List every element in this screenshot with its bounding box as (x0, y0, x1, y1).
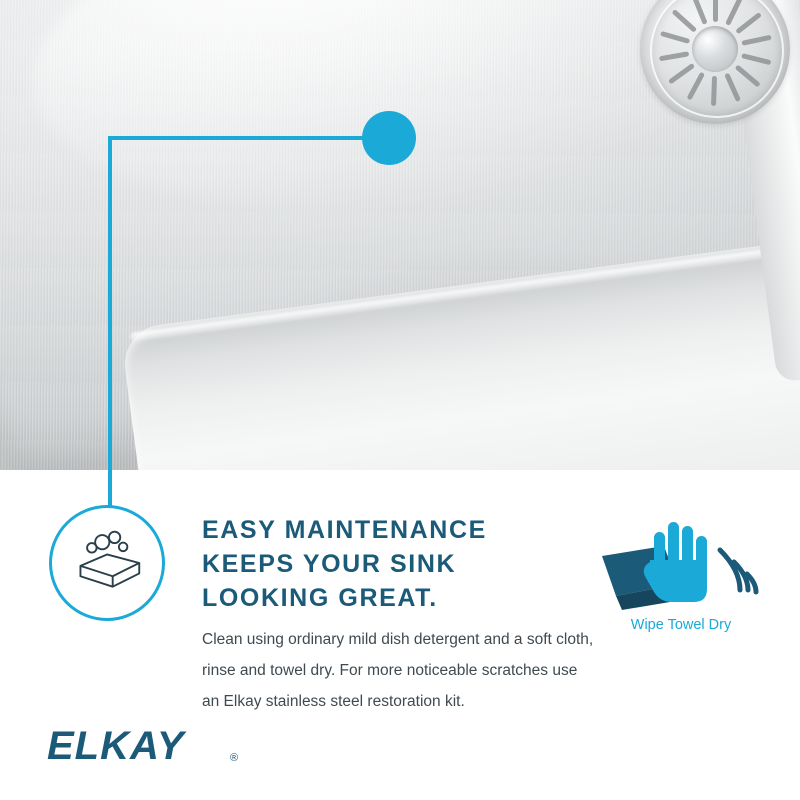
headline-line-1: EASY MAINTENANCE (202, 516, 487, 544)
drain-center-cap (692, 26, 738, 72)
wipe-towel-dry-caption: Wipe Towel Dry (630, 617, 732, 633)
headline-line-2: KEEPS YOUR SINK (202, 550, 457, 578)
page-headline (202, 513, 562, 615)
drain-slot (713, 0, 718, 22)
elkay-logo-text: ELKAY (47, 727, 185, 768)
body-copy: Clean using ordinary mild dish detergent and a soft cloth, rinse and towel dry. For more noticeable scratches use an Elkay stainless steel restoration kit. (202, 631, 594, 710)
headline-line-3: LOOKING GREAT. (202, 584, 438, 612)
callout-dot (362, 111, 416, 165)
elkay-logo-mark (47, 727, 257, 769)
registered-mark: ® (230, 752, 239, 764)
drain-slot (711, 76, 717, 106)
elkay-logo (47, 727, 257, 769)
sponge-badge (49, 505, 165, 621)
sink-drain (640, 0, 790, 124)
sponge-icon (52, 508, 162, 618)
